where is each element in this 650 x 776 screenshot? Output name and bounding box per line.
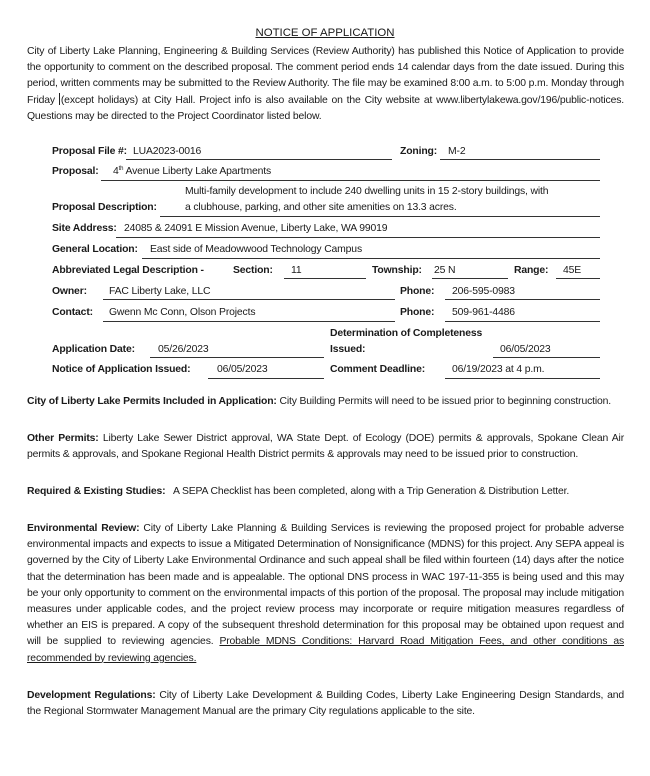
owner-phone-underline xyxy=(445,299,600,300)
owner-phone-label: Phone: xyxy=(400,286,435,297)
range-underline xyxy=(556,278,600,279)
comment-deadline-label: Comment Deadline: xyxy=(330,364,426,375)
proposal-label: Proposal: xyxy=(52,166,99,177)
application-date-label: Application Date: xyxy=(52,344,135,355)
proposal-file-value: LUA2023-0016 xyxy=(133,146,202,157)
proposal-file-label: Proposal File #: xyxy=(52,146,127,157)
completeness-underline xyxy=(493,357,600,358)
text-cursor xyxy=(59,93,60,105)
intro-text-part1: City of Liberty Lake Planning, Engineering & Building Services (Review Authority) has published this Notice of Application to provide the opportunity to comment on the described proposal. The comment period ends 14 calendar days from the date issued. During this period, written comments may be submitted to the Review Authority. The file may be examined 8:00 a.m. to 5:00 p.m. Monday through Friday xyxy=(27,46,624,106)
application-date-value: 05/26/2023 xyxy=(158,344,209,355)
other-permits-section xyxy=(27,431,624,463)
notice-issued-underline xyxy=(208,378,324,379)
general-location-value: East side of Meadowwood Technology Campus xyxy=(150,244,362,255)
environmental-review-body: City of Liberty Lake Planning & Building Services is reviewing the proposed project for probable adverse environmental impacts and expects to issue a Mitigated Determination of Nonsignificance (MDNS) for this project. Any SEPA appeal is governed by the City of Liberty Lake Environmental Ordinance and such appeal shall be filed within fourteen (14) days after the notice that the determination has been made and is appealable. The optional DNS process in WAC 197-11-355 is being used and this may be your only opportunity to comment on the environmental impacts of this portion of the proposal. The proposal may include mitigation measures under applicable codes, and the project review process may incorporate or require mitigation measures regardless of whether an EIS is prepared. A copy of the subsequent threshold determination for this proposal may be obtained upon request and will be supplied to reviewing agencies. xyxy=(27,523,624,648)
owner-label: Owner: xyxy=(52,286,87,297)
development-regulations-section xyxy=(27,688,624,720)
contact-phone-underline xyxy=(445,321,600,322)
intro-paragraph xyxy=(27,44,624,125)
comment-deadline-underline xyxy=(445,378,600,379)
proposal-underline xyxy=(101,180,600,181)
city-permits-heading: City of Liberty Lake Permits Included in Application: xyxy=(27,396,277,407)
other-permits-body: Liberty Lake Sewer District approval, WA State Dept. of Ecology (DOE) permits & approvals, Spokane Clean Air permits & approvals, and Spokane Regional Health District permits & approvals may need to be issued prior to construction. xyxy=(27,433,625,461)
general-location-label: General Location: xyxy=(52,244,138,255)
studies-heading: Required & Existing Studies: xyxy=(27,486,166,497)
zoning-label: Zoning: xyxy=(400,146,438,157)
intro-text-part2: (except holidays) at City Hall. Project info is also available on the City website at www.libertylakewa.gov/196/public-notices. Questions may be directed to the Project Coordinator listed below. xyxy=(27,94,624,122)
proposal-description-line2: a clubhouse, parking, and other site amenities on 13.3 acres. xyxy=(185,202,457,213)
notice-issued-value: 06/05/2023 xyxy=(217,364,268,375)
completeness-value: 06/05/2023 xyxy=(500,344,551,355)
studies-body: A SEPA Checklist has been completed, along with a Trip Generation & Distribution Letter. xyxy=(165,486,570,497)
other-permits-heading: Other Permits: xyxy=(27,433,99,444)
mdns-conditions: Probable MDNS Conditions: Harvard Road Mitigation Fees, and other conditions as recommended by reviewing agencies. xyxy=(27,636,624,664)
completeness-label-line2: Issued: xyxy=(330,344,366,355)
proposal-description-underline xyxy=(160,216,600,217)
completeness-label-line1: Determination of Completeness xyxy=(330,328,483,339)
site-address-value: 24085 & 24091 E Mission Avenue, Liberty Lake, WA 99019 xyxy=(124,223,388,234)
city-permits-body: City Building Permits will need to be issued prior to beginning construction. xyxy=(276,396,612,407)
site-address-underline xyxy=(116,237,600,238)
legal-description-label: Abbreviated Legal Description - xyxy=(52,265,204,276)
owner-phone-value: 206-595-0983 xyxy=(452,286,515,297)
contact-underline xyxy=(103,321,395,322)
development-regulations-body: City of Liberty Lake Development & Building Codes, Liberty Lake Engineering Design Standards, and the Regional Stormwater Management Manual are the primary City regulations applicable to the site. xyxy=(27,690,624,718)
zoning-value: M-2 xyxy=(448,146,466,157)
section-value: 11 xyxy=(291,265,302,276)
owner-value: FAC Liberty Lake, LLC xyxy=(109,286,211,297)
proposal-file-underline xyxy=(126,159,392,160)
proposal-value: 4th Avenue Liberty Lake Apartments xyxy=(113,166,272,177)
township-value: 25 N xyxy=(434,265,456,276)
proposal-description-label: Proposal Description: xyxy=(52,202,157,213)
site-address-label: Site Address: xyxy=(52,223,117,234)
contact-phone-label: Phone: xyxy=(400,307,435,318)
comment-deadline-value: 06/19/2023 at 4 p.m. xyxy=(452,364,545,375)
township-label: Township: xyxy=(372,265,422,276)
contact-label: Contact: xyxy=(52,307,93,318)
application-date-underline xyxy=(150,357,324,358)
section-label: Section: xyxy=(233,265,273,276)
zoning-underline xyxy=(440,159,600,160)
contact-value: Gwenn Mc Conn, Olson Projects xyxy=(109,307,256,318)
range-value: 45E xyxy=(563,265,582,276)
township-underline xyxy=(432,278,508,279)
proposal-description-line1: Multi-family development to include 240 dwelling units in 15 2-story buildings, with xyxy=(185,186,549,197)
contact-phone-value: 509-961-4486 xyxy=(452,307,515,318)
notice-issued-label: Notice of Application Issued: xyxy=(52,364,191,375)
document-title: NOTICE OF APPLICATION xyxy=(255,27,395,39)
owner-underline xyxy=(103,299,395,300)
environmental-review-section xyxy=(27,521,624,667)
city-permits-section xyxy=(27,394,624,410)
section-underline xyxy=(284,278,366,279)
development-regulations-heading: Development Regulations: xyxy=(27,690,156,701)
studies-section xyxy=(27,484,624,500)
range-label: Range: xyxy=(514,265,549,276)
environmental-review-heading: Environmental Review: xyxy=(27,523,140,534)
general-location-underline xyxy=(142,258,600,259)
